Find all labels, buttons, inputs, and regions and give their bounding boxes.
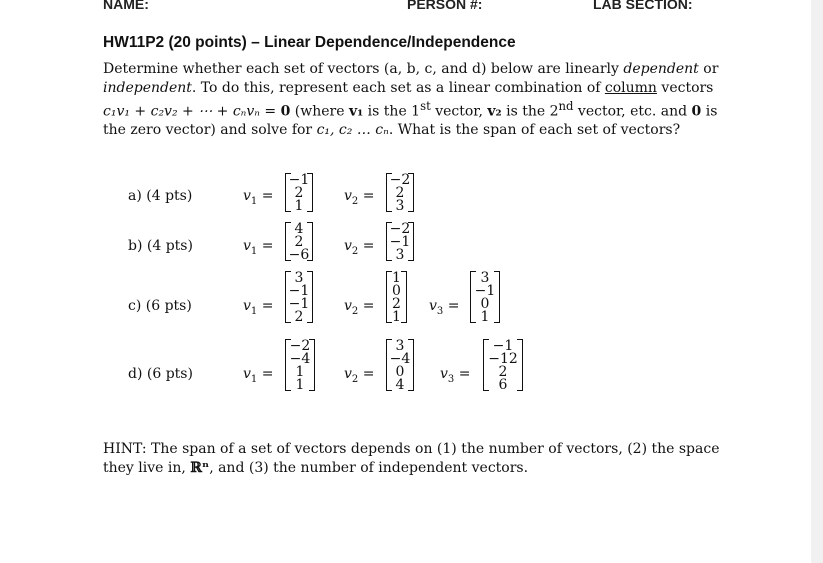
matrix-entry: −12 xyxy=(488,351,518,367)
problem-b-v2-label: $v_2$ = xyxy=(344,238,375,257)
matrix-entry: 6 xyxy=(498,377,508,393)
problem-d-v1-matrix xyxy=(285,339,315,391)
matrix-entry: −4 xyxy=(289,351,311,367)
matrix-entry: −6 xyxy=(288,247,310,263)
header-person-field: PERSON #: xyxy=(407,0,483,12)
problem-d-label: d) (6 pts) xyxy=(128,366,193,382)
matrix-entry: −1 xyxy=(288,283,310,299)
matrix-entry: −1 xyxy=(492,338,514,354)
matrix-entry: 2 xyxy=(294,185,304,201)
problem-b-v1-matrix xyxy=(285,222,313,261)
hint-paragraph: HINT: The span of a set of vectors depends on (1) the number of vectors, (2) the space they live in, ℝⁿ, and (3) the number of independent vectors. xyxy=(103,441,720,476)
problem-a-v1-matrix xyxy=(285,173,313,212)
problem-b-v2-matrix xyxy=(386,222,414,261)
viewer-edge xyxy=(811,0,823,563)
problem-d-v2-label: $v_2$ = xyxy=(344,366,375,385)
matrix-entry: 2 xyxy=(498,364,508,380)
matrix-entry: −1 xyxy=(389,234,411,250)
matrix-entry: 1 xyxy=(392,309,401,325)
problem-a-label: a) (4 pts) xyxy=(128,188,193,204)
assignment-title: HW11P2 (20 points) – Linear Dependence/Independence xyxy=(103,34,516,51)
matrix-entry: −4 xyxy=(389,351,411,367)
instructions-paragraph: Determine whether each set of vectors (a, b, c, and d) below are linearly dependent or independent. To do this, represent each set as a linear combination of column vectors c₁v₁ + c₂v₂ + ⋯ + cₙvₙ = 0 (where v₁ is the 1st vector, v₂ is the 2nd vector, etc. and 0 is the zero vector) and solve for c₁, c₂ … cₙ. What is the span of each set of vectors? xyxy=(103,61,719,139)
matrix-entry: 2 xyxy=(294,309,304,325)
matrix-entry: −2 xyxy=(389,172,411,188)
problem-d-v1-label: $v_1$ = xyxy=(243,366,274,385)
problem-a-v1-label: $v_1$ = xyxy=(243,188,274,207)
header-lab-section-field: LAB SECTION: xyxy=(593,0,693,12)
matrix-entry: −1 xyxy=(288,172,310,188)
matrix-entry: 3 xyxy=(395,338,405,354)
matrix-entry: 1 xyxy=(392,270,401,286)
matrix-entry: 0 xyxy=(395,364,405,380)
problem-c-label: c) (6 pts) xyxy=(128,298,192,314)
matrix-entry: 3 xyxy=(395,247,405,263)
matrix-entry: 2 xyxy=(392,296,401,312)
matrix-entry: 1 xyxy=(295,377,305,393)
matrix-entry: 3 xyxy=(395,198,405,214)
problem-c-v1-matrix xyxy=(285,271,313,323)
matrix-entry: 1 xyxy=(294,198,304,214)
problem-b-v1-label: $v_1$ = xyxy=(243,238,274,257)
problem-a-v2-label: $v_2$ = xyxy=(344,188,375,207)
matrix-entry: 1 xyxy=(295,364,305,380)
matrix-entry: 0 xyxy=(392,283,401,299)
problem-c-v3-label: $v_3$ = xyxy=(429,298,460,317)
problem-c-v2-label: $v_2$ = xyxy=(344,298,375,317)
problem-c-v1-label: $v_1$ = xyxy=(243,298,274,317)
matrix-entry: 3 xyxy=(294,270,304,286)
problem-c-v2-matrix xyxy=(386,271,407,323)
header-name-field: NAME: xyxy=(103,0,149,12)
matrix-entry: 4 xyxy=(395,377,405,393)
matrix-entry: 0 xyxy=(480,296,490,312)
matrix-entry: −2 xyxy=(389,221,411,237)
problem-b-label: b) (4 pts) xyxy=(128,238,193,254)
matrix-entry: −1 xyxy=(474,283,496,299)
matrix-entry: 3 xyxy=(480,270,490,286)
problem-c-v3-matrix xyxy=(470,271,500,323)
problem-d-v3-matrix xyxy=(483,339,523,391)
problem-a-v2-matrix xyxy=(386,173,414,212)
matrix-entry: 1 xyxy=(480,309,490,325)
matrix-entry: 4 xyxy=(294,221,304,237)
matrix-entry: 2 xyxy=(395,185,405,201)
matrix-entry: −1 xyxy=(288,296,310,312)
problem-d-v2-matrix xyxy=(386,339,414,391)
problem-d-v3-label: $v_3$ = xyxy=(440,366,471,385)
matrix-entry: −2 xyxy=(289,338,311,354)
matrix-entry: 2 xyxy=(294,234,304,250)
